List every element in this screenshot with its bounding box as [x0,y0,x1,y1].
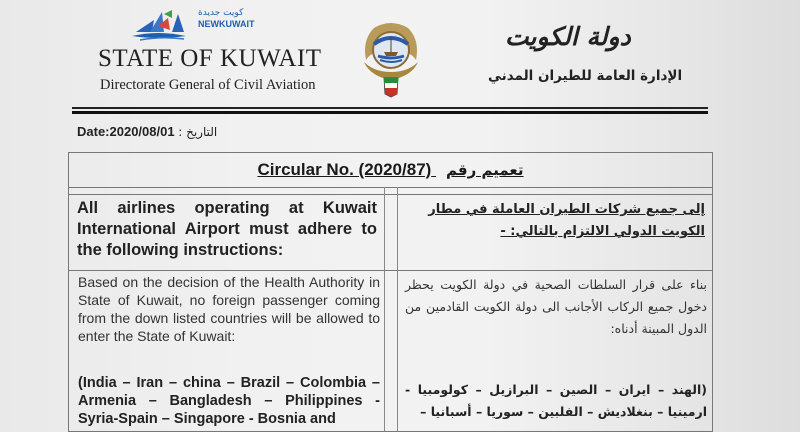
circular-arabic: تعميم رقم [446,161,524,179]
header-divider-thin [72,107,708,109]
circular-english: Circular No. (2020/87) [257,160,432,179]
coat-of-arms-icon [360,20,422,98]
newkuwait-english: NEWKUWAIT [198,19,255,29]
circular-number [257,160,523,180]
date-arabic-label: : التاريخ [178,125,218,139]
date-line [77,124,217,139]
column-divider-left [384,187,385,431]
column-divider-right [397,187,398,431]
english-title: STATE OF KUWAIT [98,45,322,72]
date-value: 2020/08/01 [109,124,175,139]
english-subtitle: Directorate General of Civil Aviation [100,77,316,93]
countries-arabic: (الهند – ايران – الصين – البرازيل – كولومبيا - ارمينيا – بنغلاديش – الفلبين – سوريا – أسبانيا – [405,382,707,419]
kuwait-emblem [360,20,422,98]
instructions-english: All airlines operating at Kuwait International Airport must adhere to the following instructions: [77,199,377,259]
spacer-row [69,187,712,195]
newkuwait-logo [128,6,268,42]
arabic-title: دولة الكويت [505,22,631,51]
newkuwait-arabic: كويت جديدة [198,8,244,18]
body-english: Based on the decision of the Health Authority in State of Kuwait, no foreign passenger coming from the down listed countries will be allowed to enter the State of Kuwait: [78,274,380,344]
arabic-subtitle: الإدارة العامة للطيران المدني [488,68,683,84]
date-label: Date: [77,124,110,139]
instructions-arabic: إلى جميع شركات الطيران العاملة في مطار الكويت الدولي الالتزام بالتالي: - [428,202,705,239]
row-divider [69,270,712,271]
circular-title-row [69,153,712,188]
countries-english: (India – Iran – china – Brazil – Colombia – Armenia – Bangladesh – Philippines - Syria-Spain – Singapore - Bosnia and [78,375,380,427]
sailboat-logo-icon [128,6,198,42]
circular-table [68,152,713,432]
body-arabic: بناء على قرار السلطات الصحية في دولة الكويت يحظر دخول جميع الركاب الأجانب الى دولة الكويت القادمين من الدول المبينة أدناه: [405,277,707,336]
header-divider-thick [72,111,708,114]
